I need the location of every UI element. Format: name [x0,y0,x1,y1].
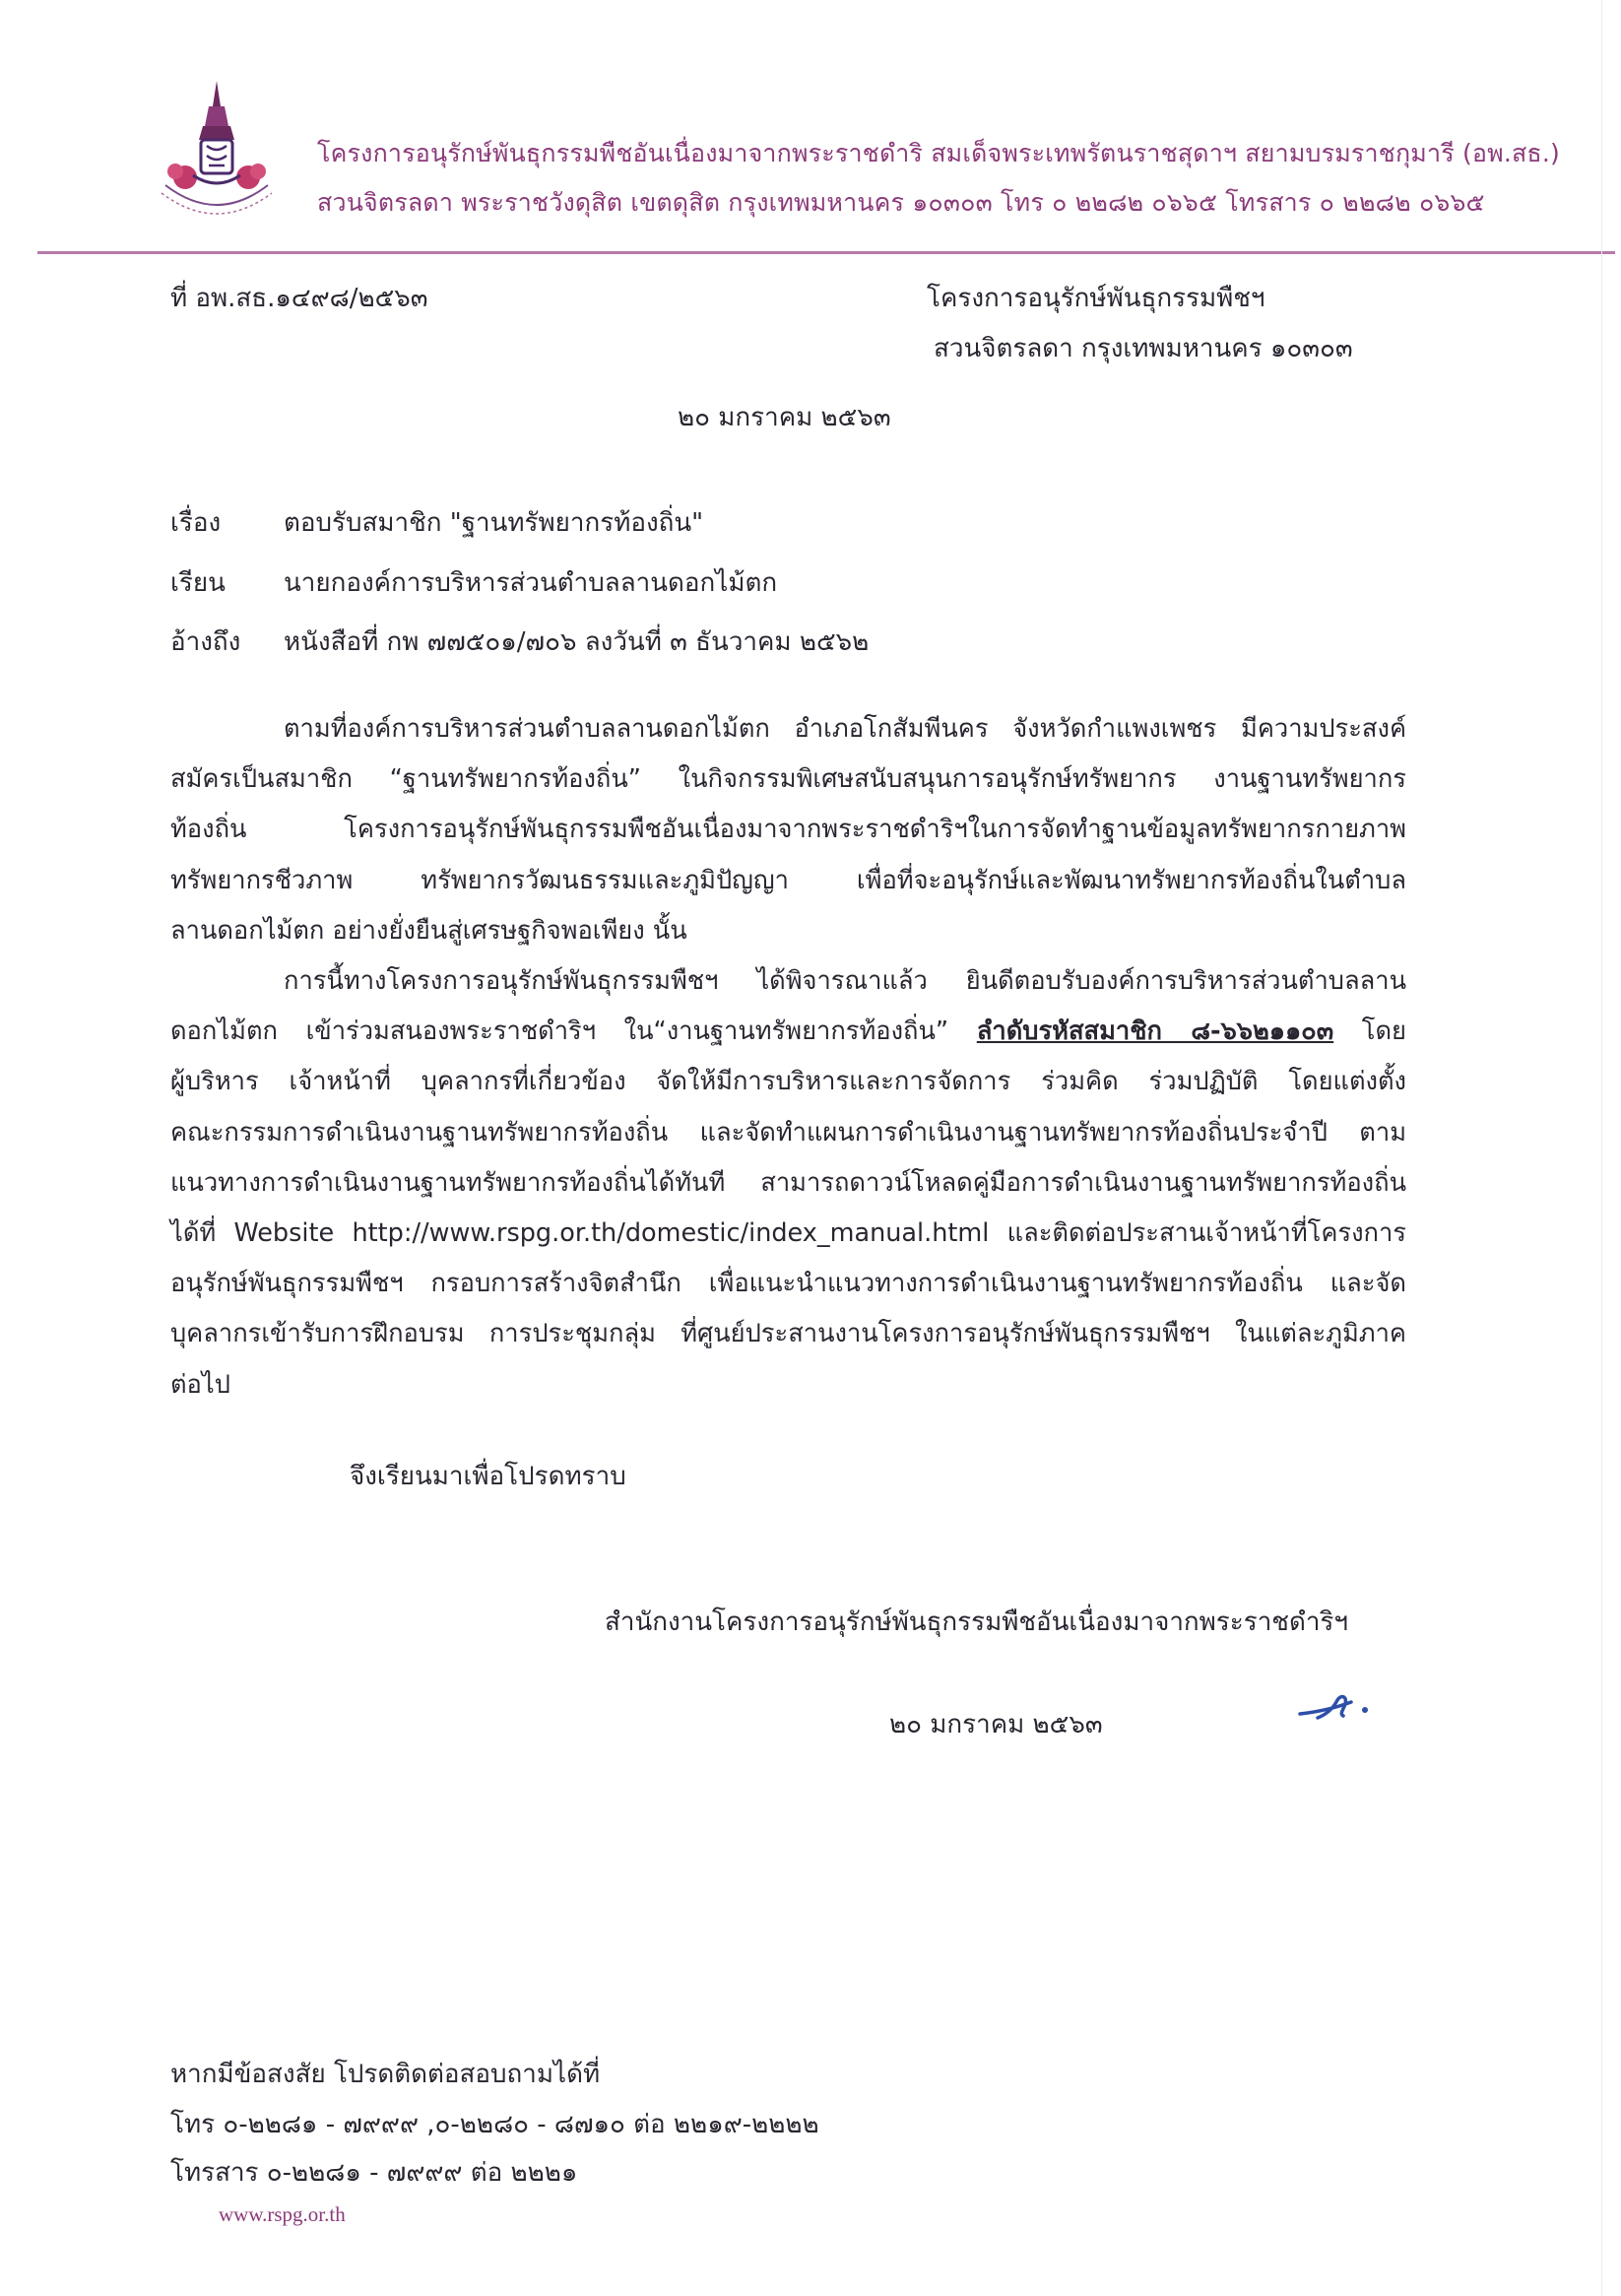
recipient-text: นายกองค์การบริหารส่วนตำบลลานดอกไม้ตก [284,568,778,598]
footer-website-link[interactable]: www.rspg.or.th [219,2202,346,2226]
paragraph-line: อนุรักษ์พันธุกรรมพืชฯ กรอบการสร้างจิตสำนึก เพื่อแนะนำแนวทางการดำเนินงานฐานทรัพยากรท้องถิ่น และจัด [170,1269,1406,1299]
letterhead-divider [37,251,1615,254]
paragraph-line: บุคลากรเข้ารับการฝึกอบรม การประชุมกลุ่ม ที่ศูนย์ประสานงานโครงการอนุรักษ์พันธุกรรมพืชฯ ในแต่ละภูมิภาค [170,1319,1406,1349]
rspg-emblem-logo [148,77,286,225]
footer-inquiry: หากมีข้อสงสัย โปรดติดต่อสอบถามได้ที่ [170,2060,601,2089]
paragraph-line: สมัครเป็นสมาชิก “ฐานทรัพยากรท้องถิ่น” ในกิจกรรมพิเศษสนับสนุนการอนุรักษ์ทรัพยากร งานฐานทรัพยากร [170,764,1406,795]
recipient-label: เรียน [170,568,226,598]
member-code: ลำดับรหัสสมาชิก ๘-๖๖๒๑๑๐๓ [976,1017,1334,1047]
paragraph-line: ลานดอกไม้ตก อย่างยั่งยืนสู่เศรษฐกิจพอเพียง นั้น [170,915,687,946]
closing-text: จึงเรียนมาเพื่อโปรดทราบ [350,1462,626,1491]
subject-label: เรื่อง [170,508,222,538]
body-paragraph-1 [170,713,1406,965]
sender-date: ๒๐ มกราคม ๒๕๖๓ [889,1710,1103,1739]
reference-text: หนังสือที่ กพ ๗๗๕๐๑/๗๐๖ ลงวันที่ ๓ ธันวาคม ๒๕๖๒ [284,627,870,657]
paragraph-text: ดอกไม้ตก เข้าร่วมสนองพระราชดำริฯ ใน“งานฐานทรัพยากรท้องถิ่น” [170,1017,977,1047]
letterhead-line-1: โครงการอนุรักษ์พันธุกรรมพืชอันเนื่องมาจากพระราชดำริ สมเด็จพระเทพรัตนราชสุดาฯ สยามบรมราชกุมารี (อพ.สธ.) [317,139,1560,167]
reference-label: อ้างถึง [170,627,241,657]
sender-org-line-1: โครงการอนุรักษ์พันธุกรรมพืชฯ [927,284,1265,313]
paragraph-line: ต่อไป [170,1369,230,1400]
paragraph-line: ตามที่องค์การบริหารส่วนตำบลลานดอกไม้ตก อำเภอโกสัมพีนคร จังหวัดกำแพงเพชร มีความประสงค์ [284,714,1406,744]
paragraph-text: โดย [1333,1017,1406,1047]
paragraph-line: ผู้บริหาร เจ้าหน้าที่ บุคลากรที่เกี่ยวข้อง จัดให้มีการบริหารและการจัดการ ร่วมคิด ร่วมปฏิบัติ โดยแต่งตั้ง [170,1067,1406,1097]
letterhead-line-2: สวนจิตรลดา พระราชวังดุสิต เขตดุสิต กรุงเทพมหานคร ๑๐๓๐๓ โทร ๐ ๒๒๘๒ ๐๖๖๕ โทรสาร ๐ ๒๒๘๒ ๐๖๖๕ [317,188,1485,217]
paragraph-line: ได้ที่ Website http://www.rspg.or.th/domestic/index_manual.html และติดต่อประสานเจ้าหน้าที่โครงการ [170,1217,1406,1248]
footer-fax: โทรสาร ๐-๒๒๘๑ - ๗๙๙๙ ต่อ ๒๒๒๑ [170,2158,578,2188]
sender-org-line-2: สวนจิตรลดา กรุงเทพมหานคร ๑๐๓๐๓ [934,334,1353,363]
paragraph-line: ท้องถิ่น โครงการอนุรักษ์พันธุกรรมพืชอันเนื่องมาจากพระราชดำริฯในการจัดทำฐานข้อมูลทรัพยากรกายภาพ [170,815,1406,845]
paragraph-line: ทรัพยากรชีวภาพ ทรัพยากรวัฒนธรรมและภูมิปัญญา เพื่อที่จะอนุรักษ์และพัฒนาทรัพยากรท้องถิ่นในตำบล [170,865,1406,895]
paragraph-line: คณะกรรมการดำเนินงานฐานทรัพยากรท้องถิ่น และจัดทำแผนการดำเนินงานฐานทรัพยากรท้องถิ่นประจำปี ตาม [170,1117,1406,1148]
page-edge-line [1601,0,1602,2296]
subject-text: ตอบรับสมาชิก "ฐานทรัพยากรท้องถิ่น" [284,508,704,538]
body-paragraph-2 [170,965,1406,1419]
paragraph-line: การนี้ทางโครงการอนุรักษ์พันธุกรรมพืชฯ ได้พิจารณาแล้ว ยินดีตอบรับองค์การบริหารส่วนตำบลลาน [284,966,1406,996]
paragraph-line [170,1016,1406,1066]
signature-mark [1288,1674,1406,1734]
paragraph-line: แนวทางการดำเนินงานฐานทรัพยากรท้องถิ่นได้ทันที สามารถดาวน์โหลดคู่มือการดำเนินงานฐานทรัพยากรท้องถิ่น [170,1167,1406,1198]
footer-phone: โทร ๐-๒๒๘๑ - ๗๙๙๙ ,๐-๒๒๘๐ - ๘๗๑๐ ต่อ ๒๒๑๙-๒๒๒๒ [170,2110,819,2139]
sender-office: สำนักงานโครงการอนุรักษ์พันธุกรรมพืชอันเนื่องมาจากพระราชดำริฯ [605,1607,1348,1637]
document-number: ที่ อพ.สธ.๑๔๙๘/๒๕๖๓ [170,284,428,313]
letter-date: ๒๐ มกราคม ๒๕๖๓ [678,403,891,432]
